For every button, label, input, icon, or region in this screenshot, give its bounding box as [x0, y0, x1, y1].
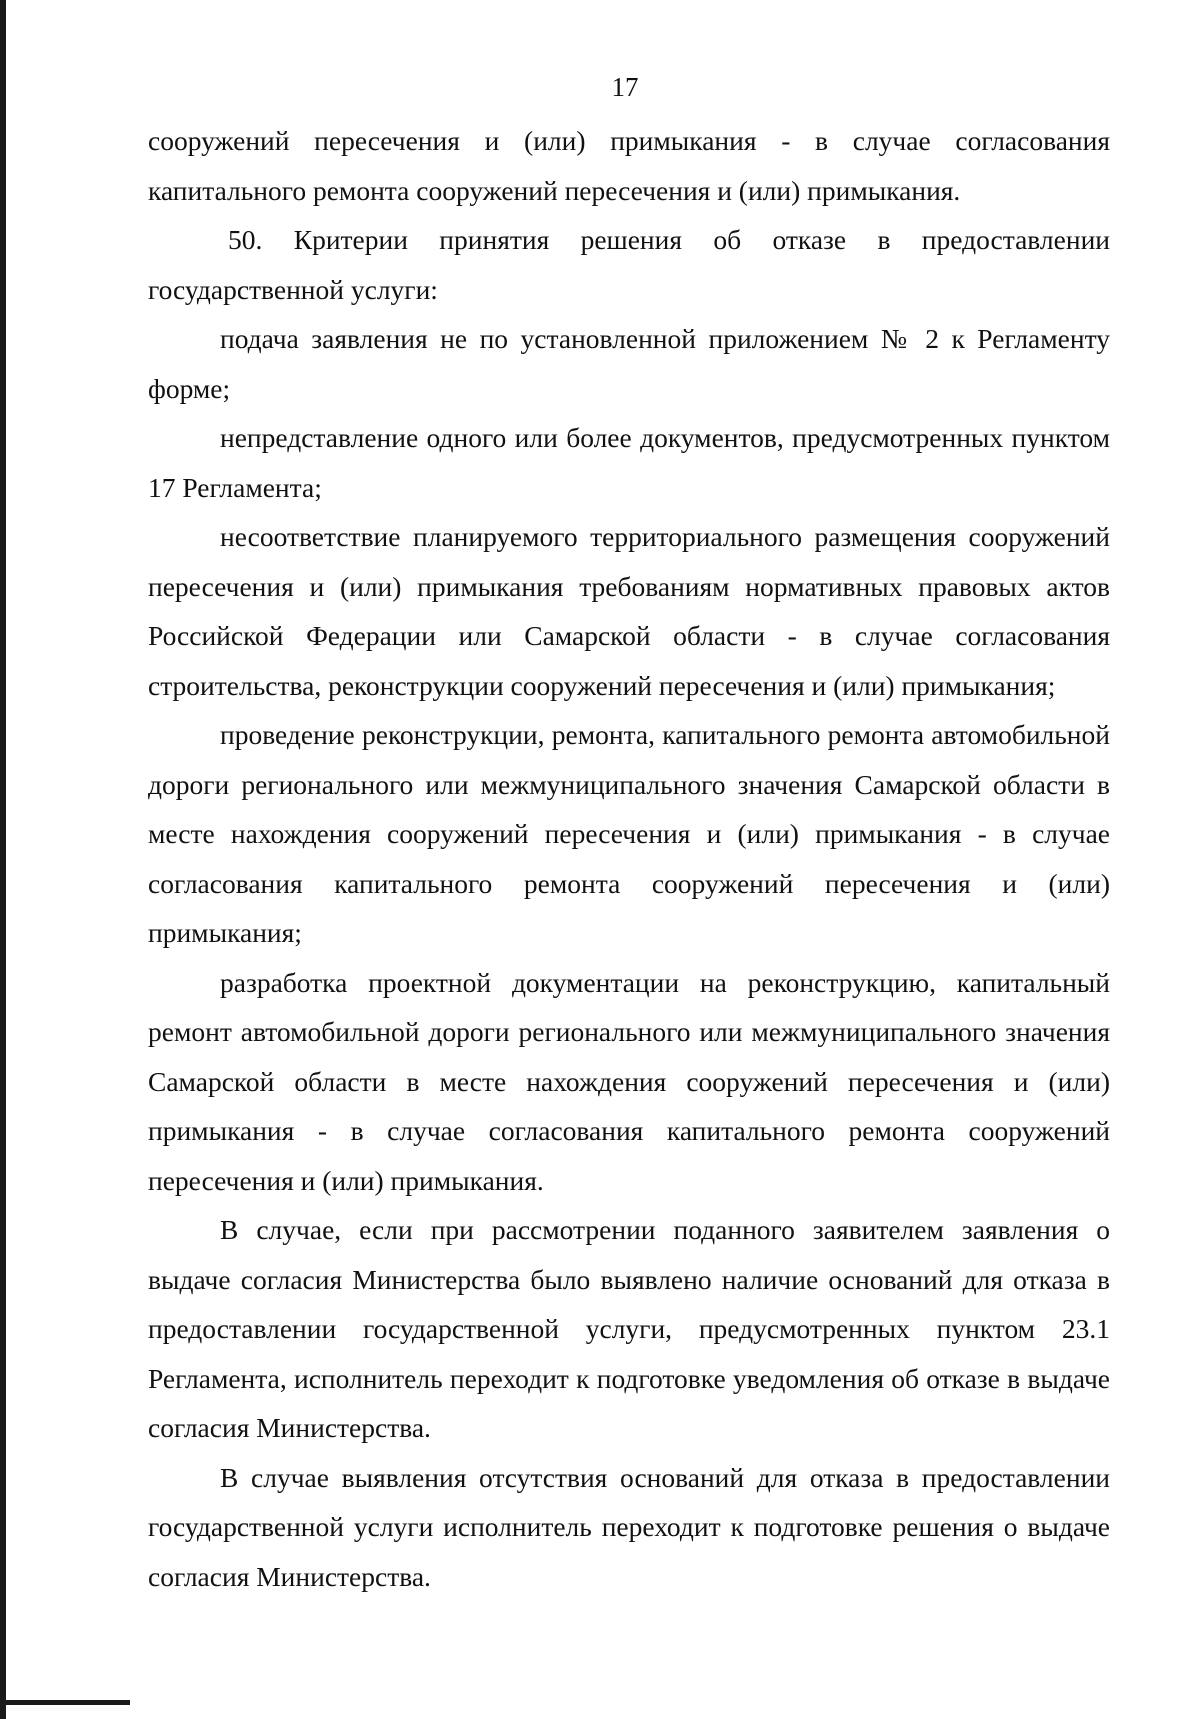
paragraph-criterion-4: проведение реконструкции, ремонта, капитального ремонта автомобильной дороги регионального или межмуниципального значения Самарской области в месте нахождения сооружений пересечения и (или) примыкания - в случае согласования капитального ремонта сооружений пересечения и (или) примыкания;	[148, 719, 1110, 948]
document-body	[148, 116, 1110, 1601]
scan-border-left	[0, 0, 6, 1719]
paragraph-criterion-5: разработка проектной документации на реконструкцию, капитальный ремонт автомобильной дороги регионального или межмуниципального значения Самарской области в месте нахождения сооружений пересечения и (или) примыкания - в случае согласования капитального ремонта сооружений пересечения и (или) примыкания.	[148, 966, 1110, 1196]
paragraph-approval-case: В случае выявления отсутствия оснований для отказа в предоставлении государственной услуги исполнитель переходит к подготовке решения о выдаче согласия Министерства.	[148, 1461, 1110, 1592]
paragraph-refusal-case: В случае, если при рассмотрении поданного заявителем заявления о выдаче согласия Министерства было выявлено наличие оснований для отказа в предоставлении государственной услуги, предусмотренных пунктом 23.1 Регламента, исполнитель переходит к подготовке уведомления об отказе в выдаче согласия Министерства.	[148, 1214, 1110, 1443]
paragraph-criteria-heading: 50. Критерии принятия решения об отказе в предоставлении государственной услуги:	[148, 224, 1110, 305]
paragraph-criterion-2: непредставление одного или более документов, предусмотренных пунктом 17 Регламента;	[148, 422, 1110, 503]
paragraph-criterion-3: несоответствие планируемого территориального размещения сооружений пересечения и (или) примыкания требованиям нормативных правовых актов Российской Федерации или Самарской области - в случае согласования строительства, реконструкции сооружений пересечения и (или) примыкания;	[148, 521, 1110, 701]
paragraph-continuation: сооружений пересечения и (или) примыкания - в случае согласования капитального ремонта сооружений пересечения и (или) примыкания.	[148, 125, 1110, 206]
page-number: 17	[611, 72, 639, 102]
scan-border-bottom	[0, 1700, 130, 1705]
paragraph-criterion-1: подача заявления не по установленной приложением № 2 к Регламенту форме;	[148, 323, 1110, 404]
